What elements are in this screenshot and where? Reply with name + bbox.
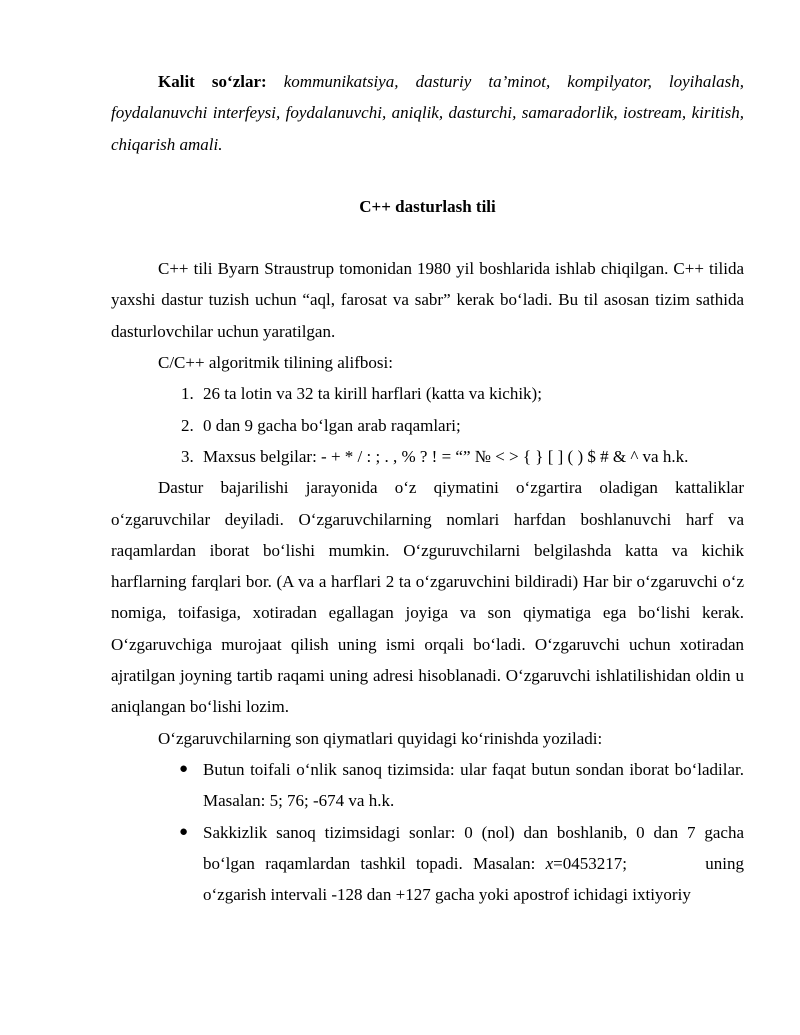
bullet-icon: ● bbox=[179, 760, 189, 777]
list-number: 1. bbox=[181, 384, 194, 404]
list-text: Sakkizlik sanoq tizimsidagi sonlar: 0 (nol) dan boshlanib, 0 dan 7 gacha bo‘lgan raqamlardan tashkil topadi. Masalan: bbox=[203, 822, 744, 873]
list-text: Maxsus belgilar: - + * / : ; . , % ? ! = “” № < > { } [ ] ( ) $ # & ^ va h.k. bbox=[203, 446, 689, 466]
list-item bbox=[111, 754, 744, 817]
keywords-paragraph bbox=[111, 66, 744, 160]
bullet-icon: ● bbox=[179, 823, 189, 840]
variable-x: x bbox=[545, 853, 554, 873]
list-item bbox=[111, 410, 744, 441]
list-text: 26 ta lotin va 32 ta kirill harflari (katta va kichik); bbox=[203, 384, 542, 404]
list-item bbox=[111, 378, 744, 409]
section-heading: C++ dasturlash tili bbox=[359, 196, 496, 216]
list-number: 3. bbox=[181, 446, 194, 466]
list-text: uning o‘zgarish intervali -128 dan +127 gacha yoki apostrof ichidagi ixtiyoriy bbox=[203, 853, 744, 905]
list-item bbox=[111, 817, 744, 911]
list-text: Butun toifali o‘nlik sanoq tizimsida: ular faqat butun sondan iborat bo‘ladilar. Masalan: 5; 76; -674 va h.k. bbox=[203, 759, 744, 811]
paragraph-alphabet: C/C++ algoritmik tilining alifbosi: bbox=[158, 353, 393, 373]
values-list bbox=[111, 754, 744, 910]
document-page bbox=[111, 66, 744, 910]
keywords-list: kommunikatsiya, dasturiy ta’minot, kompilyator, loyihalash, foydalanuvchi interfeysi, foydalanuvchi, aniqlik, dasturchi, samaradorlik, iostream, kiritish, chiqarish amali. bbox=[111, 72, 744, 154]
list-text: =0453217; bbox=[553, 853, 627, 873]
list-text: 0 dan 9 gacha bo‘lgan arab raqamlari; bbox=[203, 415, 461, 435]
list-item bbox=[111, 441, 744, 472]
keywords-label: Kalit so‘zlar: bbox=[158, 72, 267, 91]
paragraph-intro: C++ tili Byarn Straustrup tomonidan 1980 yil boshlarida ishlab chiqilgan. C++ tilida yaxshi dastur tuzish uchun “aql, farosat va sabr” kerak bo‘ladi. Bu til asosan tizim sathida dasturlovchilar uchun yaratilgan. bbox=[111, 259, 744, 341]
paragraph-variables: Dastur bajarilishi jarayonida o‘z qiymatini o‘zgartira oladigan kattaliklar o‘zgaruvchilar deyiladi. O‘zgaruvchilarning nomlari harfdan boshlanuvchi harf va raqamlardan iborat bo‘lishi mumkin. O‘zguruvchilarni belgilashda katta va kichik harflarning farqlari bor. (A va a harflari 2 ta o‘zgaruvchini bildiradi) Har bir o‘zgaruvchi o‘z nomiga, toifasiga, xotiradan egallagan joyiga va son qiymatiga ega bo‘lishi kerak. O‘zgaruvchiga murojaat qilish uning ismi orqali bo‘ladi. O‘zgaruvchi uchun xotiradan ajratilgan joyning tartib raqami uning adresi hisoblanadi. O‘zgaruvchi ishlatilishidan oldin u aniqlangan bo‘lishi lozim. bbox=[111, 478, 744, 717]
list-number: 2. bbox=[181, 415, 194, 435]
paragraph-values: O‘zgaruvchilarning son qiymatlari quyidagi ko‘rinishda yoziladi: bbox=[158, 728, 603, 748]
alphabet-list bbox=[111, 378, 744, 472]
